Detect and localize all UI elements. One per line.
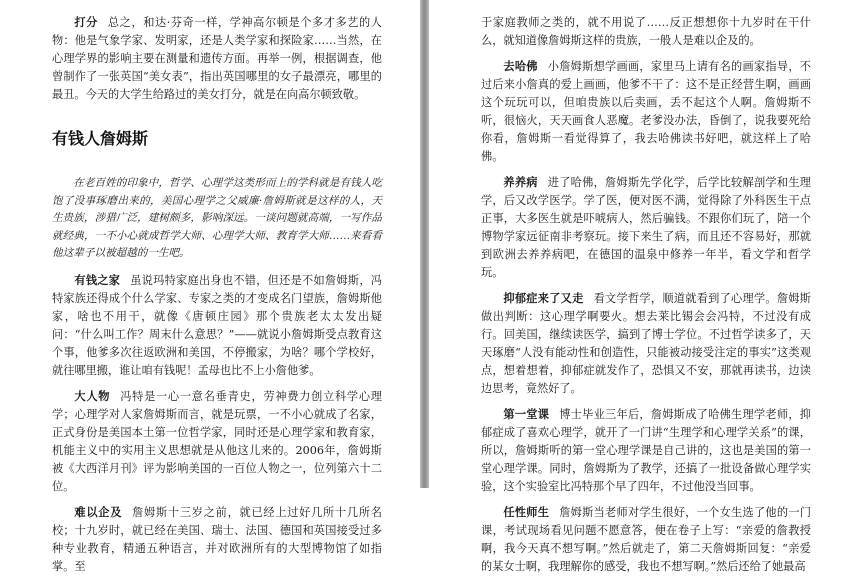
heading-dafen: 打分 (74, 16, 98, 29)
paragraph-yiyu (481, 290, 811, 398)
heading-nanyi: 难以企及 (74, 505, 123, 519)
right-column (481, 14, 811, 584)
paragraph-nanyi (52, 504, 382, 576)
text-continued: 于家庭教师之类的，就不用说了……反正想想你十九岁时在干什么，就知道像詹姆斯这样的贵族，一般人是难以企及的。 (481, 16, 811, 47)
heading-youqian: 有钱之家 (74, 273, 121, 287)
chapter-title: 有钱人詹姆斯 (52, 129, 149, 148)
left-column (52, 14, 382, 584)
paragraph-continued (481, 14, 811, 50)
text-renxing: 詹姆斯当老师对学生很好，一个女生选了他的一门课，考试现场看见问题不愿意答，便在卷子上写：“亲爱的詹教授啊，我今天真不想写啊。”然后就走了，第二天詹姆斯回复：“亲爱的某女士啊，我理解你的感受，我也不想写啊。”然后还给了她最高 (481, 506, 811, 573)
paragraph-youqian (52, 272, 382, 380)
paragraph-diyi-ke (481, 406, 811, 496)
text-nanyi: 詹姆斯十三岁之前，就已经上过好几所十几所名校；十九岁时，就已经在美国、瑞士、法国、德国和英国接受过多种专业教育，精通五种语言，并对欧洲所有的大型博物馆了如指掌。至 (52, 505, 382, 573)
paragraph-yang-bing (481, 174, 811, 282)
text-daren: 冯特是一心一意名垂青史，劳神费力创立科学心理学；心理学对人家詹姆斯而言，就是玩票，一不小心就成了名家，正式身份是美国本土第一位哲学家，同时还是心理学家和教育家，机能主义中的实用主义思想就是从他这儿来的。2006年，詹姆斯被《大西洋月刊》评为影响美国的一百位人物之一，位列第六十二位。 (52, 389, 382, 493)
paragraph-dafen (52, 14, 382, 104)
left-page (0, 0, 420, 573)
paragraph-renxing (481, 504, 811, 576)
heading-yang-bing: 养养病 (503, 176, 538, 189)
text-yiyu: 看文学哲学，顺道就看到了心理学。詹姆斯做出判断：这心理学啊要火。想去莱比锡会会冯特，不过没有成行。回美国，继续读医学，搞到了博士学位。不过哲学读多了，天天琢磨“人没有能动性和创造性，只能被动接受注定的事实”这类观点，想着想着，抑郁症就发作了，恐惧又不安，那就再读书，边读边思考，竟然好了。 (481, 292, 811, 395)
paragraph-qu-hafo (481, 58, 811, 166)
heading-daren: 大人物 (74, 389, 111, 403)
text-diyi-ke: 博士毕业三年后，詹姆斯成了哈佛生理学老师，抑郁症成了喜欢心理学，就开了一门讲“生理学和心理学关系”的课，所以，詹姆斯听的第一堂心理学课是自己讲的，这也是美国的第一堂心理学课。同时，詹姆斯为了教学，还搞了一批设备做心理学实验，这个实验室比冯特那个早了四年，不过他没当回事。 (481, 408, 811, 493)
heading-yiyu: 抑郁症来了又走 (503, 292, 584, 305)
text-yang-bing: 进了哈佛，詹姆斯先学化学，后学比较解剖学和生理学，后又改学医学。学了医，便对医不满，觉得除了外科医生干点正事，大多医生就是吓唬病人，然后骗钱。不跟你们玩了，陪一个博物学家远征南非考察玩。接下来生了病，而且还不容易好，那就到欧洲去养养病吧，在德国的温泉中修养一年半，看文学和哲学玩。 (481, 176, 811, 279)
page-divider (420, 0, 429, 488)
right-page (429, 0, 849, 573)
heading-renxing: 任性师生 (503, 506, 550, 519)
text-qu-hafo: 小詹姆斯想学画画，家里马上请有名的画家指导，不过后来小詹真的爱上画画，他爹不干了：这不是正经营生啊，画画这个玩玩可以，但咱贵族以后卖画，丢不起这个人啊。詹姆斯不听，很恼火，天天画食人恶魔。老爹没办法，昏倒了，说我要死给你看，詹姆斯一看觉得算了，我去哈佛读书好吧，就这样上了哈佛。 (481, 60, 811, 163)
text-dafen: 总之，和达·芬奇一样，学神高尔顿是个多才多艺的人物：他是气象学家、发明家，还是人类学家和探险家……当然，在心理学界的影响主要在测量和遗传方面。再举一例，根据调查，他曾制作了一张英国“美女表”，指出英国哪里的女子最漂亮，哪里的最丑。今天的大学生给路过的美女打分，就是在向高尔顿致敬。 (52, 16, 382, 101)
paragraph-daren (52, 388, 382, 496)
heading-qu-hafo: 去哈佛 (503, 60, 538, 73)
text-youqian: 虽说玛特家庭出身也不错，但还是不如詹姆斯，冯特家族还得成个什么学家、专家之类的才变成名门望族，詹姆斯他家，啥也不用干，就像《唐顿庄园》那个贵族老太太发出疑问：“什么叫工作？周末什么意思？”——就说小詹姆斯受点教育这个事，他爹多次往返欧洲和美国，不停搬家，为啥？哪个学校好，就往哪里搬，谁让咱有钱呢！孟母也比不上小詹他爹。 (52, 273, 382, 377)
chapter-intro: 在老百姓的印象中，哲学、心理学这类形而上的学科就是有钱人吃饱了没事琢磨出来的，美国心理学之父威廉·詹姆斯就是这样的人，天生贵族，涉猎广泛，建树颇多，影响深远。一谈问题就高端，一写作品就经典，一不小心就成哲学大师、心理学大师、教育学大师……来看看他这辈子以被超越的一生吧。 (52, 177, 382, 259)
heading-diyi-ke: 第一堂课 (503, 408, 550, 421)
